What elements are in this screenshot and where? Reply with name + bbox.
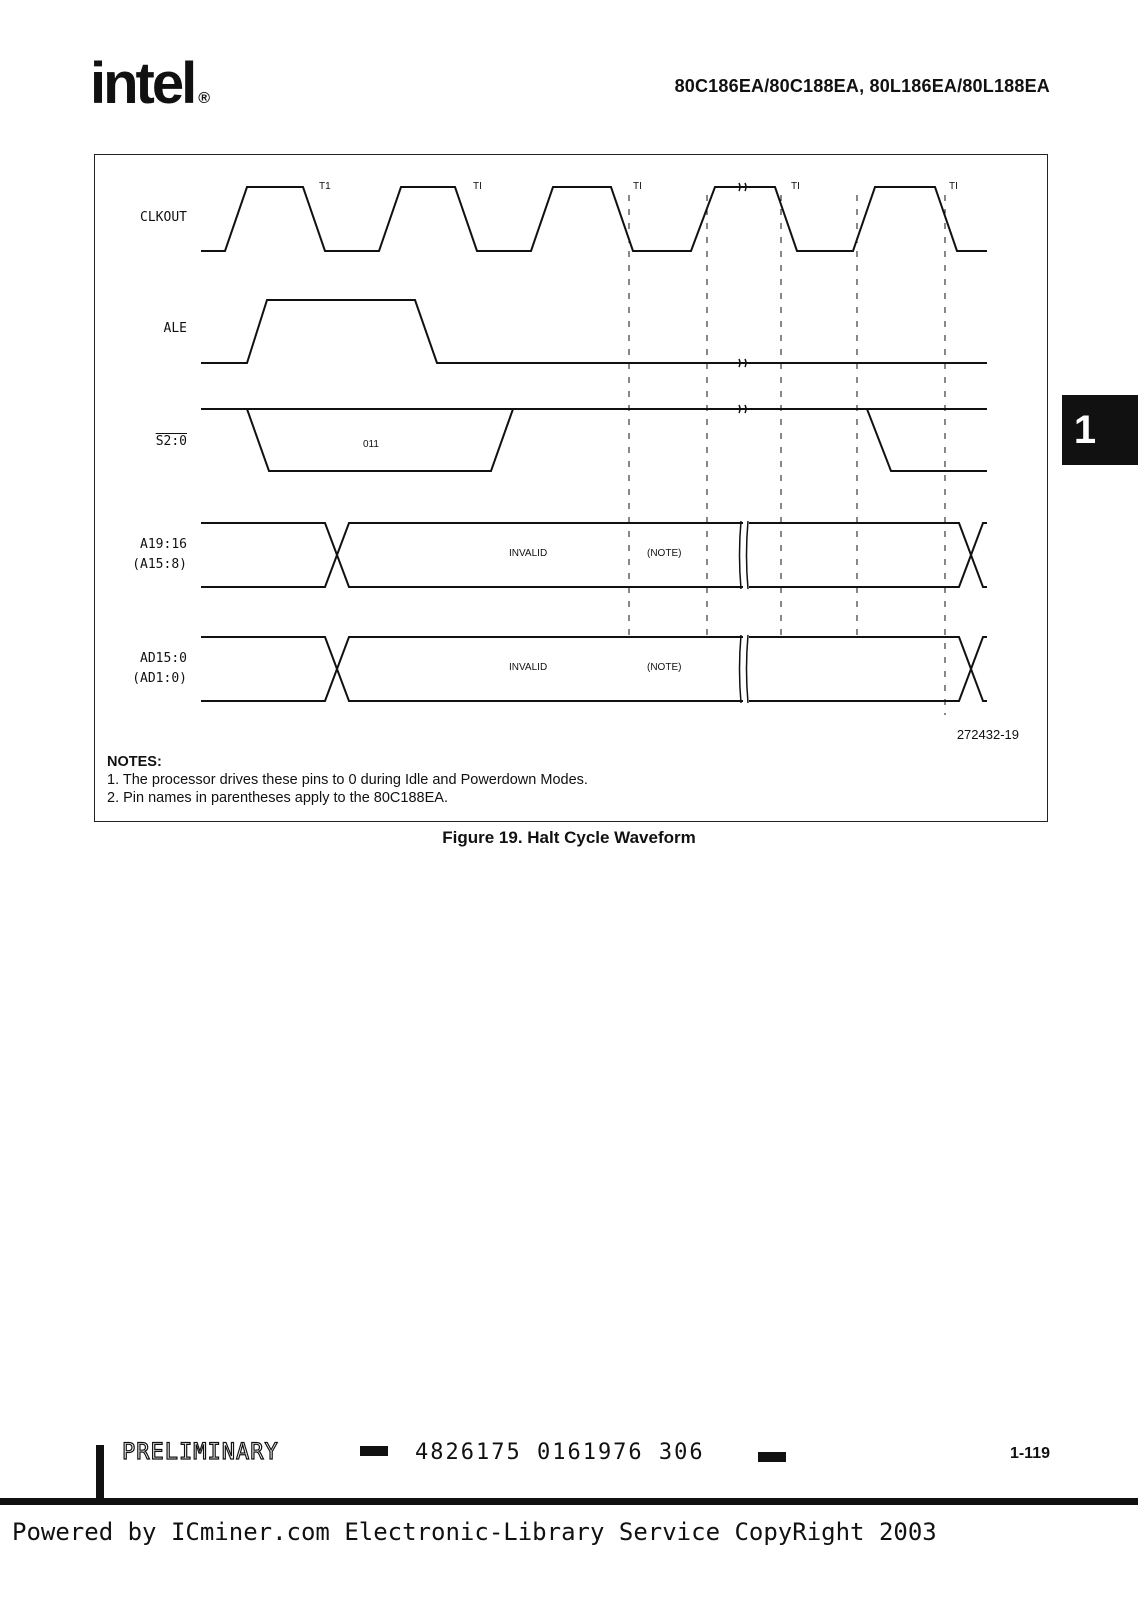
section-tab: 1 xyxy=(1062,395,1138,465)
figure-notes xyxy=(107,753,588,807)
state-label: TI xyxy=(633,181,642,192)
note-item: 2. Pin names in parentheses apply to the 80C188EA. xyxy=(107,790,448,806)
s20-value: 011 xyxy=(363,439,379,450)
barcode-block-left xyxy=(360,1446,388,1456)
a15-label: (A15:8) xyxy=(132,557,187,572)
watermark-text: Powered by ICminer.com Electronic-Library Service CopyRight 2003 xyxy=(12,1518,937,1546)
note-item: 1. The processor drives these pins to 0 during Idle and Powerdown Modes. xyxy=(107,772,588,788)
registered-mark: ® xyxy=(198,90,211,107)
preliminary-stamp: PRELIMINARY xyxy=(122,1440,279,1465)
page-number: 1-119 xyxy=(1009,1445,1050,1462)
state-label: TI xyxy=(473,181,482,192)
footer-rule xyxy=(0,1498,1138,1505)
intel-logo xyxy=(90,50,210,117)
waveform-figure xyxy=(94,154,1048,822)
waveform-diagram xyxy=(95,155,1049,823)
ad-note-label: (NOTE) xyxy=(647,662,682,673)
barcode-number: 4826175 0161976 306 xyxy=(415,1440,705,1465)
barcode-block-right xyxy=(758,1452,786,1462)
figure-id: 272432-19 xyxy=(956,727,1019,742)
state-label: TI xyxy=(791,181,800,192)
ale-wave xyxy=(201,300,987,363)
a-bus-bottom-right xyxy=(749,523,987,587)
clkout-label: CLKOUT xyxy=(140,210,187,225)
ad-invalid-label: INVALID xyxy=(509,662,548,673)
a-invalid-label: INVALID xyxy=(509,548,548,559)
ad15-label: AD15:0 xyxy=(140,651,187,666)
notes-title: NOTES: xyxy=(107,754,162,770)
ad-bus-bottom-right xyxy=(749,637,987,701)
break-mark-ad xyxy=(740,635,749,703)
state-label: T1 xyxy=(319,181,331,192)
a19-label: A19:16 xyxy=(140,537,187,552)
break-mark-a xyxy=(740,521,749,589)
footer-marker xyxy=(96,1445,104,1505)
s20-low xyxy=(247,409,513,471)
document-title: 80C186EA/80C188EA, 80L186EA/80L188EA xyxy=(674,76,1050,96)
figure-caption: Figure 19. Halt Cycle Waveform xyxy=(442,828,696,847)
ale-label: ALE xyxy=(163,321,187,336)
s20-end xyxy=(867,409,987,471)
a-bus-top-right xyxy=(749,523,987,587)
logo-text: intel xyxy=(90,51,195,116)
state-label: TI xyxy=(949,181,958,192)
ad-bus-top-right xyxy=(749,637,987,701)
ad1-label: (AD1:0) xyxy=(132,671,187,686)
s20-label: S2:0 xyxy=(155,434,187,449)
clkout-wave xyxy=(201,187,987,251)
a-note-label: (NOTE) xyxy=(647,548,682,559)
